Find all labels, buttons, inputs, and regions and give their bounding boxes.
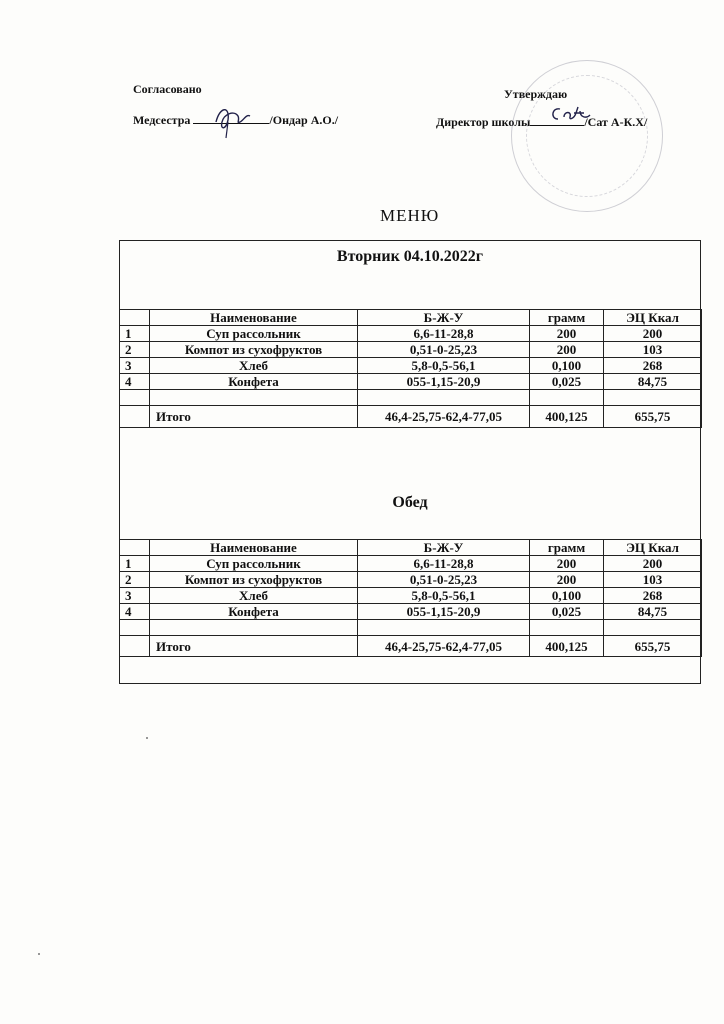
table-header-row xyxy=(120,310,702,326)
row-num: 2 xyxy=(120,342,150,358)
approval-left-heading: Согласовано xyxy=(133,82,202,96)
row-name: Компот из сухофруктов xyxy=(150,342,358,358)
header-name: Наименование xyxy=(150,540,358,556)
row-num: 1 xyxy=(120,556,150,572)
nurse-handwritten-signature xyxy=(210,100,256,140)
header-bju: Б-Ж-У xyxy=(358,310,530,326)
table-row-empty xyxy=(120,620,702,636)
row-num: 1 xyxy=(120,326,150,342)
header-bju: Б-Ж-У xyxy=(358,540,530,556)
empty-cell xyxy=(530,390,604,406)
row-kcal: 103 xyxy=(604,572,702,588)
total-gram: 400,125 xyxy=(530,636,604,657)
row-name: Суп рассольник xyxy=(150,326,358,342)
header-gram: грамм xyxy=(530,540,604,556)
table-row xyxy=(120,556,702,572)
total-label: Итого xyxy=(150,636,358,657)
table-total-row xyxy=(120,406,702,428)
table-row xyxy=(120,604,702,620)
row-kcal: 103 xyxy=(604,342,702,358)
empty-cell xyxy=(358,620,530,636)
header-num-cell xyxy=(120,540,150,556)
row-name: Конфета xyxy=(150,604,358,620)
row-kcal: 268 xyxy=(604,358,702,374)
row-num: 2 xyxy=(120,572,150,588)
row-kcal: 84,75 xyxy=(604,374,702,390)
breakfast-table xyxy=(119,309,702,428)
empty-cell xyxy=(358,390,530,406)
table-row xyxy=(120,342,702,358)
row-gram: 0,025 xyxy=(530,604,604,620)
total-bju: 46,4-25,75-62,4-77,05 xyxy=(358,636,530,657)
row-num: 4 xyxy=(120,604,150,620)
header-gram: грамм xyxy=(530,310,604,326)
row-num: 3 xyxy=(120,588,150,604)
nurse-signature-icon xyxy=(210,100,256,145)
table-row xyxy=(120,358,702,374)
lunch-title: Обед xyxy=(392,494,428,511)
total-bju: 46,4-25,75-62,4-77,05 xyxy=(358,406,530,428)
header-num-cell xyxy=(120,310,150,326)
row-num: 3 xyxy=(120,358,150,374)
row-name: Компот из сухофруктов xyxy=(150,572,358,588)
total-kcal: 655,75 xyxy=(604,636,702,657)
row-bju: 0,51-0-25,23 xyxy=(358,572,530,588)
row-gram: 200 xyxy=(530,342,604,358)
row-kcal: 84,75 xyxy=(604,604,702,620)
row-gram: 200 xyxy=(530,572,604,588)
empty-cell xyxy=(604,390,702,406)
row-gram: 0,100 xyxy=(530,588,604,604)
empty-cell xyxy=(530,620,604,636)
row-kcal: 200 xyxy=(604,556,702,572)
nurse-name: /Ондар А.О./ xyxy=(269,113,339,127)
row-kcal: 200 xyxy=(604,326,702,342)
lunch-table xyxy=(119,539,702,657)
row-bju: 5,8-0,5-56,1 xyxy=(358,358,530,374)
row-bju: 0,51-0-25,23 xyxy=(358,342,530,358)
scan-speck xyxy=(146,737,148,739)
row-gram: 0,100 xyxy=(530,358,604,374)
row-gram: 200 xyxy=(530,326,604,342)
table-header-row xyxy=(120,540,702,556)
total-kcal: 655,75 xyxy=(604,406,702,428)
row-bju: 055-1,15-20,9 xyxy=(358,374,530,390)
approval-right-heading: Утверждаю xyxy=(504,87,568,101)
total-gram: 400,125 xyxy=(530,406,604,428)
total-label: Итого xyxy=(150,406,358,428)
row-name: Хлеб xyxy=(150,358,358,374)
row-bju: 5,8-0,5-56,1 xyxy=(358,588,530,604)
director-name: /Сат А-К.Х/ xyxy=(584,115,648,129)
table-row-empty xyxy=(120,390,702,406)
scan-speck xyxy=(38,953,40,955)
table-total-row xyxy=(120,636,702,657)
row-bju: 6,6-11-28,8 xyxy=(358,326,530,342)
nurse-role-label: Медсестра xyxy=(133,113,191,127)
empty-cell xyxy=(150,390,358,406)
table-row xyxy=(120,572,702,588)
row-name: Конфета xyxy=(150,374,358,390)
row-name: Хлеб xyxy=(150,588,358,604)
header-kcal: ЭЦ Ккал xyxy=(604,310,702,326)
row-bju: 6,6-11-28,8 xyxy=(358,556,530,572)
table-row xyxy=(120,374,702,390)
row-name: Суп рассольник xyxy=(150,556,358,572)
row-gram: 200 xyxy=(530,556,604,572)
empty-cell xyxy=(120,620,150,636)
header-name: Наименование xyxy=(150,310,358,326)
header-kcal: ЭЦ Ккал xyxy=(604,540,702,556)
director-role-label: Директор школы xyxy=(436,115,531,129)
stamp-inner-ring xyxy=(526,75,648,197)
row-num: 4 xyxy=(120,374,150,390)
table-row xyxy=(120,588,702,604)
empty-cell xyxy=(150,620,358,636)
empty-cell xyxy=(120,406,150,428)
row-bju: 055-1,15-20,9 xyxy=(358,604,530,620)
row-kcal: 268 xyxy=(604,588,702,604)
row-gram: 0,025 xyxy=(530,374,604,390)
page-title: МЕНЮ xyxy=(380,206,440,225)
empty-cell xyxy=(604,620,702,636)
day-title: Вторник 04.10.2022г xyxy=(336,248,484,265)
school-stamp-icon xyxy=(511,60,663,212)
empty-cell xyxy=(120,636,150,657)
table-row xyxy=(120,326,702,342)
empty-cell xyxy=(120,390,150,406)
